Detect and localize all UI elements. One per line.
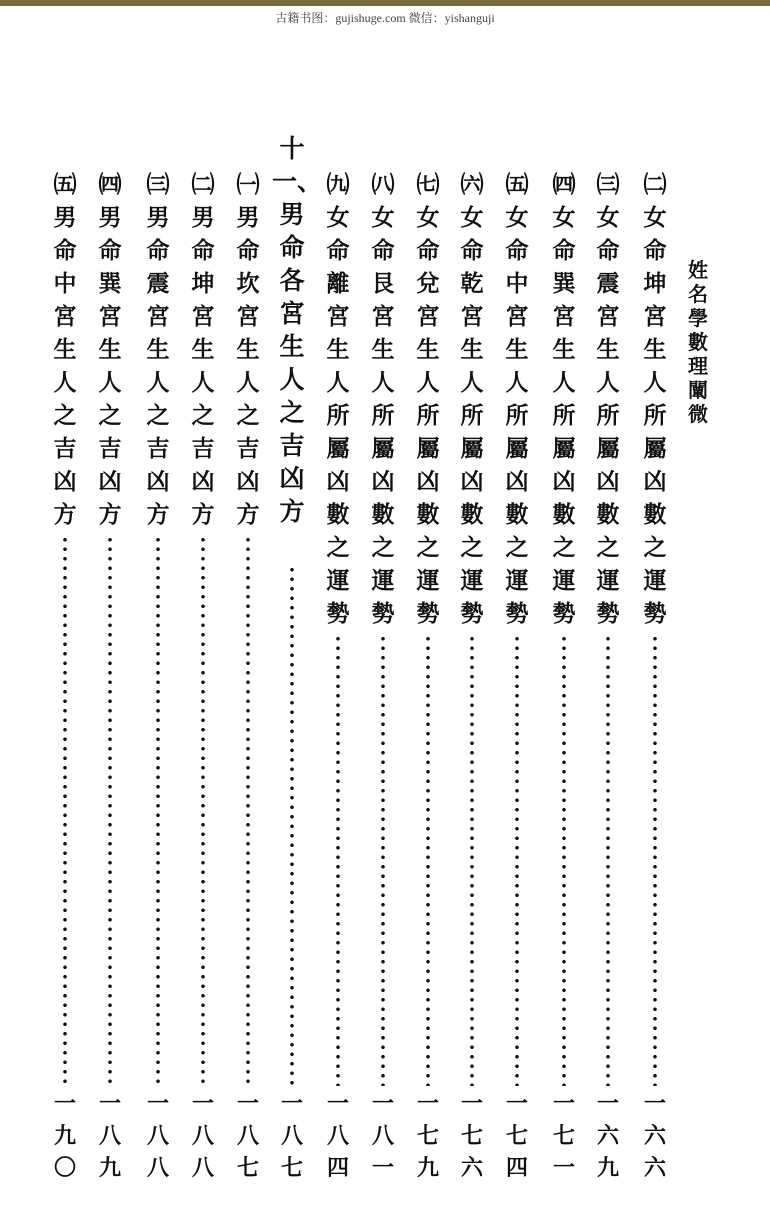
leader-dots xyxy=(246,535,250,1086)
toc-entry-page-number: 一 七 九 xyxy=(416,1091,439,1181)
toc-entry-title: ㈡女命坤宮生人所屬凶數之運勢 xyxy=(643,171,667,627)
toc-entry-title: 十一、男命各宮生人之吉凶方 xyxy=(272,134,323,526)
running-header: 姓名學數理闡微 xyxy=(688,258,708,426)
leader-dots xyxy=(562,634,566,1086)
toc-entry-page-number: 一 六 六 xyxy=(643,1091,666,1181)
toc-entry-title: ㈣女命巽宮生人所屬凶數之運勢 xyxy=(552,171,576,627)
toc-entry-title: ㈨女命離宮生人所屬凶數之運勢 xyxy=(326,171,350,627)
leader-dots xyxy=(290,565,294,1086)
leader-dots xyxy=(63,535,67,1086)
toc-entry-page-number: 一 八 四 xyxy=(326,1091,349,1181)
toc-entry-title: ㈢男命震宮生人之吉凶方 xyxy=(146,171,170,528)
top-border-bar xyxy=(0,0,770,6)
toc-entry-title: ㈢女命震宮生人所屬凶數之運勢 xyxy=(596,171,620,627)
leader-dots xyxy=(156,535,160,1086)
toc-entry-page-number: 一 八 一 xyxy=(371,1091,394,1181)
toc-entry-title: ㈣男命巽宮生人之吉凶方 xyxy=(98,171,122,528)
toc-entry-page-number: 一 七 四 xyxy=(505,1091,528,1181)
watermark-text: 古籍书图：gujishuge.com 微信：yishanguji xyxy=(275,11,495,25)
leader-dots xyxy=(201,535,205,1086)
leader-dots xyxy=(470,634,474,1086)
toc-entry-page-number: 一 七 一 xyxy=(552,1091,575,1181)
toc-entry-page-number: 一 六 九 xyxy=(596,1091,619,1181)
toc-entry-title: ㈦女命兌宮生人所屬凶數之運勢 xyxy=(416,171,440,627)
leader-dots xyxy=(653,634,657,1086)
toc-entry-title: ㈧女命艮宮生人所屬凶數之運勢 xyxy=(371,171,395,627)
toc-entry-title: ㈤男命中宮生人之吉凶方 xyxy=(53,171,77,528)
leader-dots xyxy=(606,634,610,1086)
toc-entry-page-number: 一 八 九 xyxy=(98,1091,121,1181)
leader-dots xyxy=(426,634,430,1086)
toc-entry-page-number: 一 九 〇 xyxy=(53,1091,76,1181)
toc-entry-title: ㈡男命坤宮生人之吉凶方 xyxy=(191,171,215,528)
toc-entry-page-number: 一 八 七 xyxy=(236,1091,259,1181)
toc-entry-page-number: 一 八 八 xyxy=(191,1091,214,1181)
leader-dots xyxy=(336,634,340,1086)
toc-entry-page-number: 一 八 八 xyxy=(146,1091,169,1181)
leader-dots xyxy=(515,634,519,1086)
leader-dots xyxy=(381,634,385,1086)
toc-entry-title: ㈤女命中宮生人所屬凶數之運勢 xyxy=(505,171,529,627)
toc-entry-page-number: 一 八 七 xyxy=(280,1091,303,1181)
toc-entry-title: ㈠男命坎宮生人之吉凶方 xyxy=(236,171,260,528)
leader-dots xyxy=(108,535,112,1086)
toc-entry-title: ㈥女命乾宮生人所屬凶數之運勢 xyxy=(460,171,484,627)
toc-entry-page-number: 一 七 六 xyxy=(460,1091,483,1181)
